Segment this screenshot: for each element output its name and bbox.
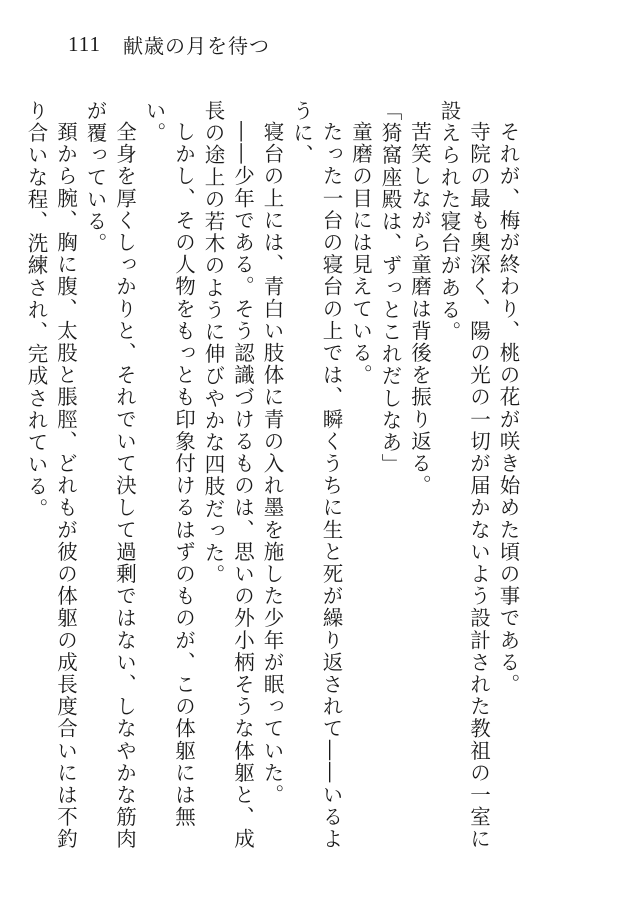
page-number: 111 <box>68 31 101 56</box>
paragraph: たった一台の寝台の上では、瞬くうちに生と死が繰り返されて――いるように、 <box>289 100 343 850</box>
paragraph: 童磨の目には見えている。 <box>348 120 373 386</box>
dialogue-paragraph: 「猗窩座殿は、ずっとこれだしなあ」 <box>378 100 402 476</box>
paragraph: それが、梅が終わり、桃の花が咲き始めた頃の事である。 <box>496 120 520 696</box>
paragraph: 寝台の上には、青白い肢体に青の入れ墨を施した少年が眠っていた。 <box>260 120 284 806</box>
paragraph: 苦笑しながら童磨は背後を振り返る。 <box>407 120 432 497</box>
paragraph: ――少年である。そう認識づけるものは、思いの外小柄そうな体躯と、成長の途上の若木のように伸びやかな四肢だった。 <box>201 100 255 850</box>
running-title: 献歳の月を待つ <box>122 33 270 58</box>
paragraph: 寺院の最も奥深く、陽の光の一切が届かないよう設計された教祖の一室に設えられた寝台がある。 <box>437 100 491 850</box>
paragraph: 全身を厚くしっかりと、それでいて決して過剰ではない、しなやかな筋肉が覆っている。 <box>83 100 137 850</box>
vertical-body-text <box>24 100 522 860</box>
paragraph: 頚から腕、胸に腹、太股と脹脛、どれもが彼の体躯の成長度合いには不釣り合いな程、洗練され、完成されている。 <box>24 100 78 850</box>
page-header <box>68 24 270 64</box>
paragraph: しかし、その人物をもっとも印象付けるはずのものが、この体躯には無い。 <box>142 100 196 828</box>
